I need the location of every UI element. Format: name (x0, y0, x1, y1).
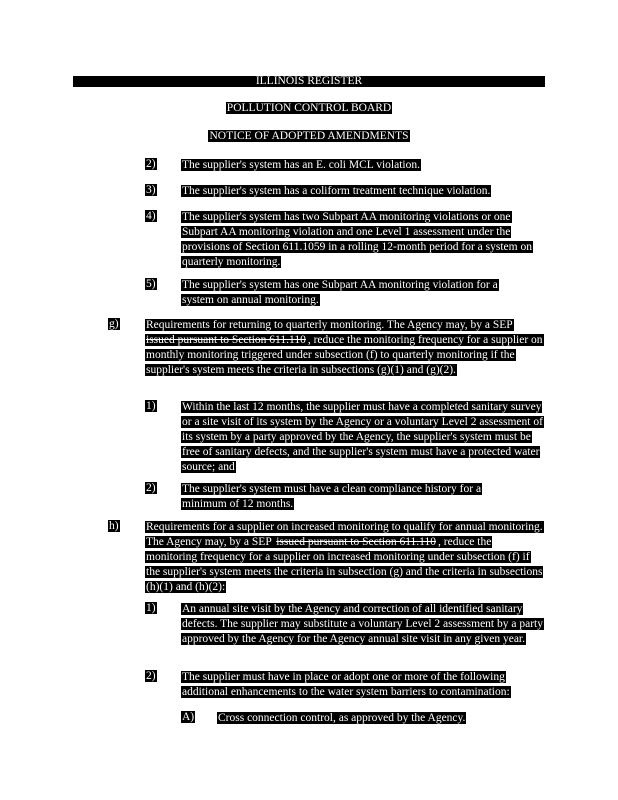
notice-title: NOTICE OF ADOPTED AMENDMENTS (209, 130, 409, 142)
subsection-g-text: Requirements for returning to quarterly monitoring. The Agency may, by a SEP issued pursuant to Section 611.110 , reduce the monitoring frequency for a supplier on monthly monitoring triggered under subsection (f) to quarterly monitoring if the supplier's system meets the criteria in subsections (g)(1) and (g)(2). (146, 319, 543, 376)
board-title: POLLUTION CONTROL BOARD (226, 102, 392, 114)
subsection-h-label: h) (109, 520, 119, 532)
struck-text: issued pursuant to Section 611.110 (146, 334, 306, 346)
struck-text: issued pursuant to Section 611.110 (276, 536, 437, 548)
item-3-text: The supplier's system has a coliform treatment technique violation. (182, 185, 491, 197)
g2-label: 2) (146, 482, 156, 494)
item-4-label: 4) (146, 210, 156, 222)
h2-text: The supplier must have in place or adopt one or more of the following additional enhancements to the water system barriers to contamination: (182, 671, 510, 698)
g1-label: 1) (146, 400, 156, 412)
h1-label: 1) (146, 602, 156, 614)
subsection-h-text: Requirements for a supplier on increased monitoring to qualify for annual monitoring. The Agency may, by a SEP issued pursuant to Section 611.110 , reduce the monitoring frequency for a supplier on increased monitoring under subsection (f) if the supplier's system meets the criteria in subsection (g) and the criteria in subsections (h)(1) and (h)(2): (146, 521, 543, 593)
item-3-label: 3) (146, 184, 156, 196)
hA-text: Cross connection control, as approved by the Agency. (218, 712, 466, 724)
h2-label: 2) (146, 670, 156, 682)
item-4-text: The supplier's system has two Subpart AA monitoring violations or one Subpart AA monitoring violation and one Level 1 assessment under the provisions of Section 611.1059 in a rolling 12-month period for a system on quarterly monitoring. (182, 211, 532, 268)
item-5-text: The supplier's system has one Subpart AA monitoring violation for a system on annual monitoring. (182, 279, 498, 306)
item-2-label: 2) (146, 158, 156, 170)
item-5-label: 5) (146, 278, 156, 290)
g1-text: Within the last 12 months, the supplier must have a completed sanitary survey or a site visit of its system by the Agency or a voluntary Level 2 assessment of its system by a party approved by the Agency, the supplier's system must be free of sanitary defects, and the supplier's system must have a protected water source; and (182, 401, 543, 473)
subsection-g-label: g) (109, 318, 119, 330)
item-2-text: The supplier's system has an E. coli MCL violation. (182, 159, 421, 171)
register-title: ILLINOIS REGISTER (255, 75, 363, 87)
hA-label: A) (182, 711, 195, 723)
g2-text: The supplier's system must have a clean compliance history for a minimum of 12 months. (182, 483, 482, 510)
h1-text: An annual site visit by the Agency and correction of all identified sanitary defects. The supplier may substitute a voluntary Level 2 assessment by a party approved by the Agency for the Agency annual site visit in any given year. (182, 603, 543, 645)
